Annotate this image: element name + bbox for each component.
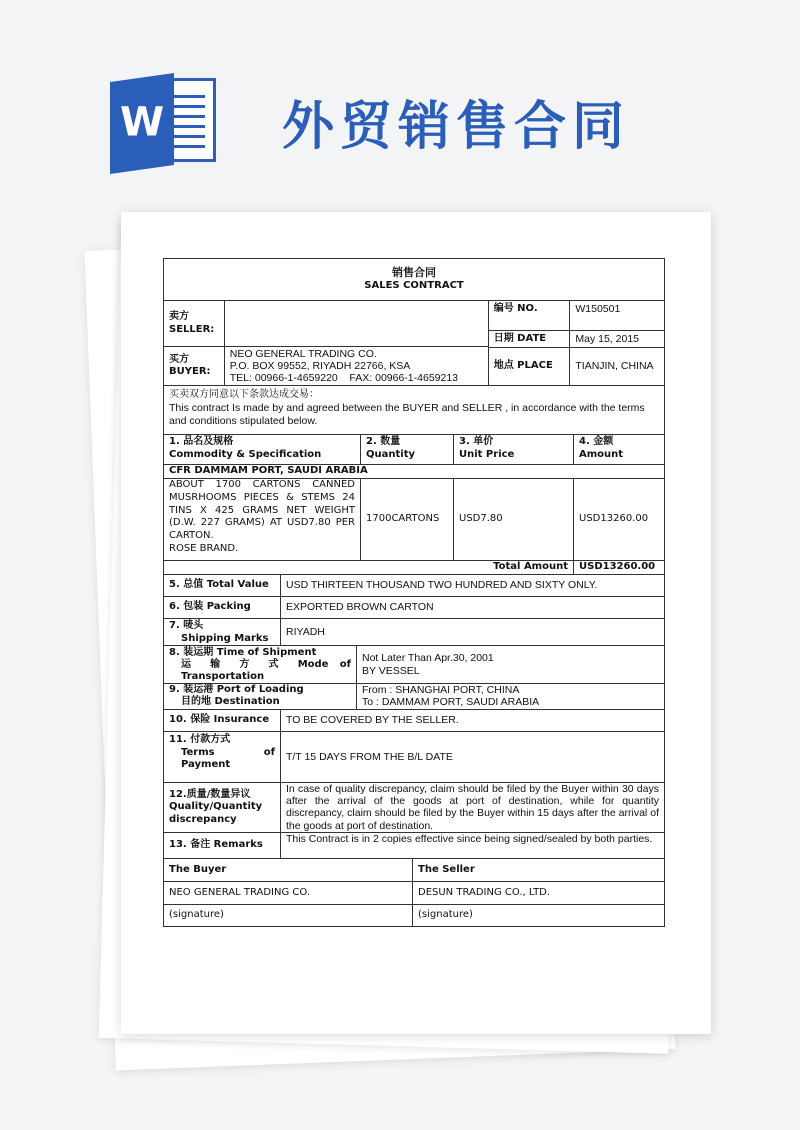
buyer-label: 买方 BUYER: <box>164 346 224 385</box>
item-quantity: 1700CARTONS <box>360 479 453 560</box>
quality-text: In case of quality discrepancy, claim should be filed by the Buyer within 30 days after the arrival of the goods at port of destination, while for quantity discrepancy, claim should be filed by the Buyer within 15 days after the arrival of the goods at port of destination. <box>280 783 664 832</box>
contract-title <box>164 259 664 300</box>
buyer-address: NEO GENERAL TRADING CO. P.O. BOX 99552, RIYADH 22766, KSA TEL: 00966-1-4659220 FAX: 00966-1-4659213 <box>225 346 488 385</box>
contract-intro <box>164 386 664 434</box>
column-amount: 4. 金额 Amount <box>573 435 664 464</box>
place-label: 地点 PLACE <box>489 347 570 385</box>
date-label: 日期 DATE <box>489 330 570 347</box>
contract-no-label: 编号 NO. <box>493 303 538 314</box>
seller-name: DESUN TRADING CO., LTD. <box>412 882 664 904</box>
intro-en: This contract Is made by and agreed between the BUYER and SELLER , in accordance with the terms and conditions stipulated below. <box>169 401 645 427</box>
contract-no-value: W150501 <box>575 303 621 315</box>
seller-heading: The Seller <box>412 859 664 881</box>
seller-label: 卖方 SELLER: <box>169 311 215 335</box>
remarks-label: 13. 备注 Remarks <box>169 839 263 851</box>
packing-label: 6. 包装 Packing <box>169 601 251 613</box>
item-description: ABOUT 1700 CARTONS CANNED MUSRHOOMS PIECES & STEMS 24 TINS X 425 GRAMS NET WEIGHT (D.W. 227 GRAMS) AT USD7.80 PER CARTON. ROSE BRAND. <box>169 479 355 554</box>
total-value-label: 5. 总值 Total Value <box>169 579 269 591</box>
item-amount: USD13260.00 <box>573 479 664 560</box>
column-unit-price: 3. 单价 Unit Price <box>453 435 573 464</box>
title-cn: 销售合同 <box>392 266 436 279</box>
date-value: May 15, 2015 <box>570 330 664 347</box>
title-en: SALES CONTRACT <box>364 279 464 291</box>
banner <box>0 0 800 200</box>
shipment-text: Not Later Than Apr.30, 2001 BY VESSEL <box>356 646 664 683</box>
seller-signature: (signature) <box>412 905 664 926</box>
port-label: 9. 装运港 Port of Loading 目的地 Destination <box>169 684 304 707</box>
item-unit-price: USD7.80 <box>453 479 573 560</box>
payment-terms-label: 11. 付款方式 Terms of Payment <box>169 734 275 770</box>
total-value-text: USD THIRTEEN THOUSAND TWO HUNDRED AND SIXTY ONLY. <box>280 575 664 596</box>
buyer-signature: (signature) <box>169 909 224 921</box>
shipment-label: 8. 装运期 Time of Shipment 运 输 方 式 Mode of Transportation <box>169 647 351 682</box>
packing-text: EXPORTED BROWN CARTON <box>280 597 664 618</box>
buyer-heading: The Buyer <box>169 863 227 875</box>
banner-title: 外贸销售合同 <box>282 97 631 157</box>
quality-label: 12.质量/数量异议 Quality/Quantity discrepancy <box>169 788 263 825</box>
payment-terms-text: T/T 15 DAYS FROM THE B/L DATE <box>280 732 664 782</box>
total-amount-value: USD13260.00 <box>573 561 664 574</box>
total-amount-label: Total Amount <box>493 561 568 572</box>
logo-letter: W <box>119 99 165 146</box>
insurance-text: TO BE COVERED BY THE SELLER. <box>280 710 664 731</box>
word-document-icon <box>110 74 216 166</box>
delivery-terms: CFR DAMMAM PORT, SAUDI ARABIA <box>169 465 368 476</box>
contract-table <box>163 258 665 927</box>
intro-cn: 买卖双方同意以下条款达成交易： <box>169 389 319 400</box>
port-text: From : SHANGHAI PORT, CHINA To : DAMMAM PORT, SAUDI ARABIA <box>356 684 664 709</box>
shipping-marks-text: RIYADH <box>280 619 664 645</box>
shipping-marks-label: 7. 唛头 Shipping Marks <box>169 620 269 644</box>
seller-value <box>225 301 488 346</box>
column-commodity: 1. 品名及规格 Commodity & Specification <box>169 436 322 460</box>
remarks-text: This Contract is in 2 copies effective since being signed/sealed by both parties. <box>280 833 664 858</box>
insurance-label: 10. 保险 Insurance <box>169 714 270 726</box>
buyer-name: NEO GENERAL TRADING CO. <box>169 886 311 898</box>
place-value: TIANJIN, CHINA <box>570 347 664 385</box>
contract-page <box>121 212 711 1034</box>
column-quantity: 2. 数量 Quantity <box>360 435 453 464</box>
